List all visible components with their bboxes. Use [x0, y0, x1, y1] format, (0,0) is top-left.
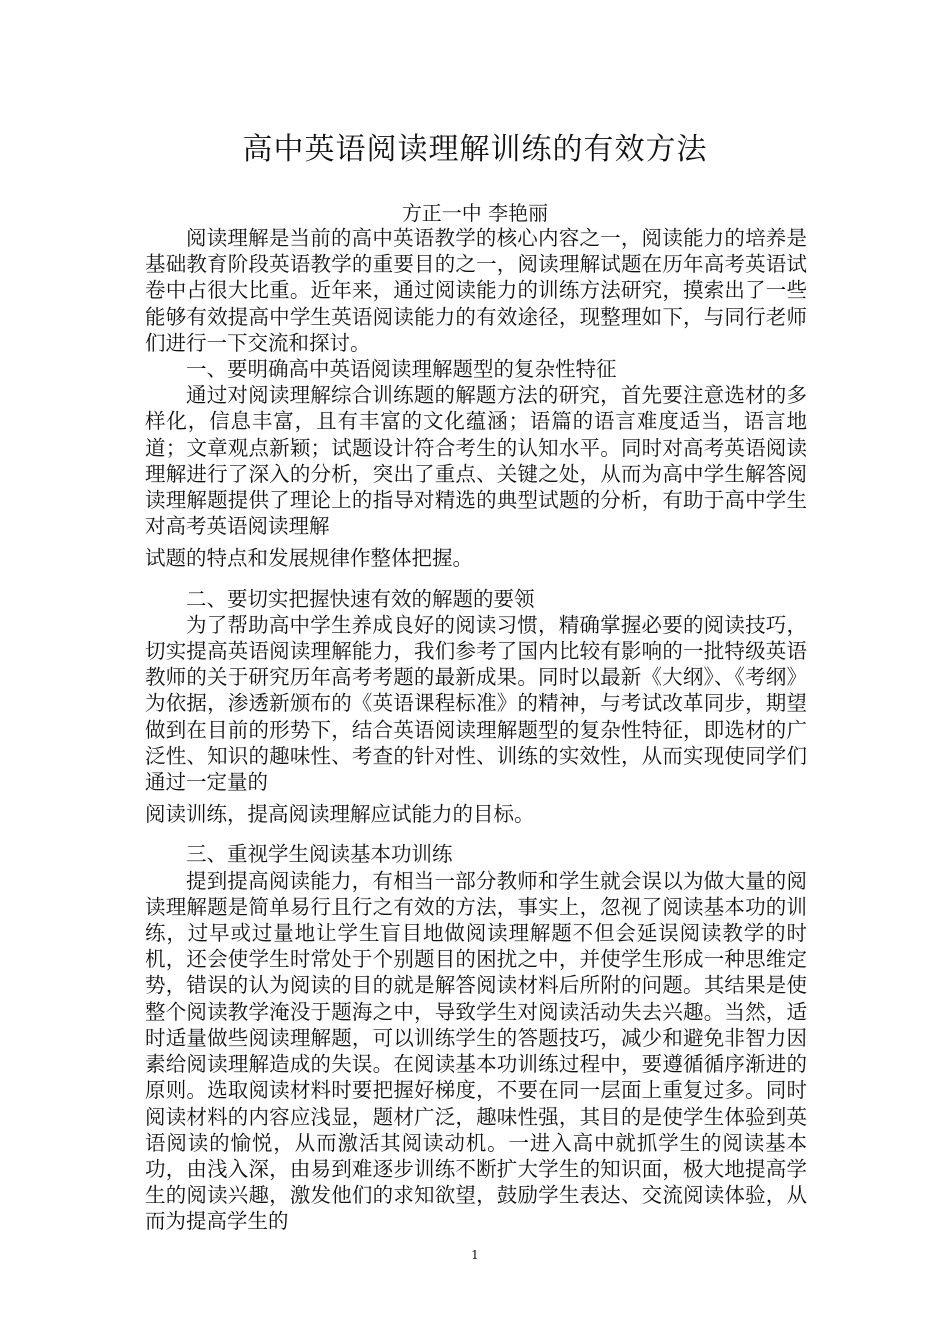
section-heading-2: 二、要切实把握快速有效的解题的要领: [186, 586, 535, 611]
section-heading-3: 三、重视学生阅读基本功训练: [186, 842, 453, 867]
page-number: 1: [471, 1248, 479, 1262]
section-1-paragraph-tail: 试题的特点和发展规律作整体把握。: [145, 546, 473, 571]
section-heading-1: 一、要明确高中英语阅读理解题型的复杂性特征: [186, 357, 617, 382]
section-2-paragraph: 为了帮助高中学生养成良好的阅读习惯，精确掌握必要的阅读技巧，切实提高英语阅读理解能力，我们参考了国内比较有影响的一批特级英语教师的关于研究历年高考考题的最新成果。同时以最新《大纲》、《考纲》为依据，渗透新颁布的《英语课程标准》的精神，与考试改革同步，期望做到在目前的形势下，结合英语阅读理解题型的复杂性特征，即选材的广泛性、知识的趣味性、考查的针对性、训练的实效性，从而实现使同学们通过一定量的: [145, 612, 807, 795]
intro-paragraph: 阅读理解是当前的高中英语教学的核心内容之一，阅读能力的培养是基础教育阶段英语教学的重要目的之一，阅读理解试题在历年高考英语试卷中占很大比重。近年来，通过阅读能力的训练方法研究，摸索出了一些能够有效提高中学生英语阅读能力的有效途径，现整理如下，与同行老师们进行一下交流和探讨。: [145, 226, 807, 355]
section-3-paragraph: 提到提高阅读能力，有相当一部分教师和学生就会误以为做大量的阅读理解题是简单易行且行之有效的方法，事实上，忽视了阅读基本功的训练，过早或过量地让学生盲目地做阅读理解题不但会延误阅读教学的时机，还会使学生时常处于个别题目的困扰之中，并使学生形成一种思维定势，错误的认为阅读的目的就是解答阅读材料后所附的问题。其结果是使整个阅读教学淹没于题海之中，导致学生对阅读活动失去兴趣。当然，适时适量做些阅读理解题，可以训练学生的答题技巧，减少和避免非智力因素给阅读理解造成的失误。在阅读基本功训练过程中，要遵循循序渐进的原则。选取阅读材料时要把握好梯度，不要在同一层面上重复过多。同时阅读材料的内容应浅显，题材广泛，趣味性强，其目的是使学生体验到英语阅读的愉悦，从而激活其阅读动机。一进入高中就抓学生的阅读基本功，由浅入深，由易到难逐步训练不断扩大学生的知识面，极大地提高学生的阅读兴趣，激发他们的求知欲望，鼓励学生表达、交流阅读体验，从而为提高学生的: [145, 868, 807, 1234]
section-2-paragraph-tail: 阅读训练，提高阅读理解应试能力的目标。: [145, 802, 535, 827]
section-1-paragraph: 通过对阅读理解综合训练题的解题方法的研究，首先要注意选材的多样化，信息丰富，且有丰富的文化蕴涵；语篇的语言难度适当，语言地道；文章观点新颖；试题设计符合考生的认知水平。同时对高考英语阅读理解进行了深入的分析，突出了重点、关键之处，从而为高中学生解答阅读理解题提供了理论上的指导对精选的典型试题的分析，有助于高中学生对高考英语阅读理解: [145, 383, 807, 539]
author-line: 方正一中 李艳丽: [401, 201, 549, 225]
document-title: 高中英语阅读理解训练的有效方法: [242, 132, 708, 167]
document-body: [145, 225, 807, 1235]
